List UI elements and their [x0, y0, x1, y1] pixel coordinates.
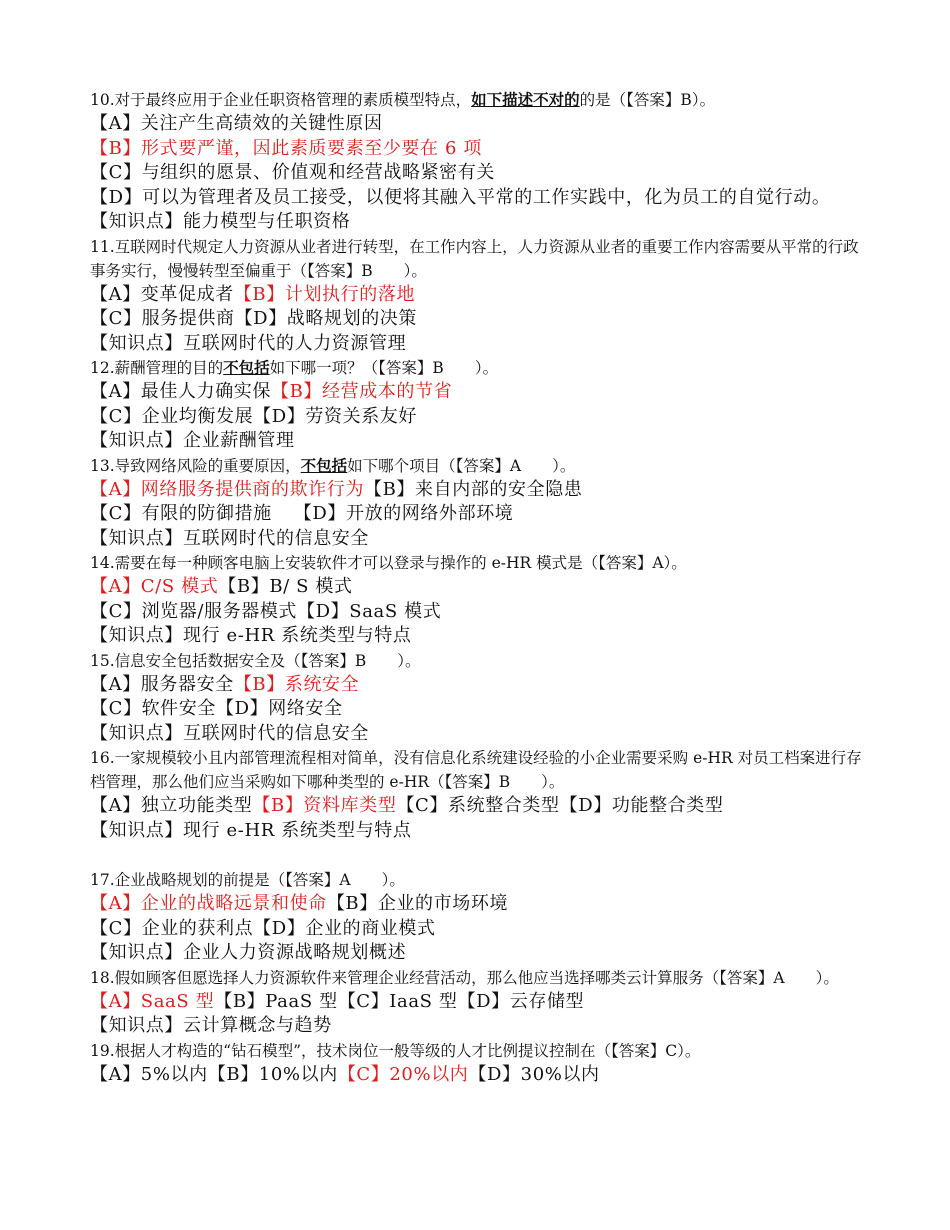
stem-text: 如下哪个项目（【答案】A ）。 — [347, 456, 576, 475]
option-c: 【C】IaaS 型 — [337, 990, 458, 1012]
options-row-1 — [90, 380, 865, 405]
option-d: 【D】可以为管理者及员工接受，以便将其融入平常的工作实践中，化为员工的自觉行动。 — [90, 186, 831, 208]
stem-text: 的是（【答案】B）。 — [579, 91, 716, 109]
knowledge-point: 【知识点】现行 e-HR 系统类型与特点 — [90, 819, 412, 841]
option-c: 【C】企业均衡发展 — [90, 405, 254, 427]
question-13-stem — [90, 454, 865, 478]
option-c: 【C】浏览器/服务器模式 — [90, 600, 298, 622]
option-a: 【A】最佳人力确实保 — [90, 381, 271, 402]
option-c: 【C】与组织的愿景、价值观和经营战略紧密有关 — [90, 162, 495, 183]
options-row-1 — [90, 575, 865, 600]
option-c-correct: 【C】20%以内 — [337, 1063, 469, 1085]
question-15-stem: 15.信息安全包括数据安全及（【答案】B ）。 — [90, 651, 421, 670]
knowledge-point: 【知识点】云计算概念与趋势 — [90, 1015, 332, 1036]
option-d: 【D】开放的网络外部环境 — [293, 503, 514, 524]
knowledge-point: 【知识点】能力模型与任职资格 — [90, 211, 351, 232]
option-a: 【A】关注产生高绩效的关键性原因 — [90, 113, 383, 134]
option-b-correct: 【B】计划执行的落地 — [233, 283, 416, 305]
question-18-stem: 18.假如顾客但愿选择人力资源软件来管理企业经营活动，那么他应当选择哪类云计算服务（【答案】A ）。 — [90, 968, 839, 987]
option-b-correct: 【B】资料库类型 — [252, 795, 397, 816]
options-row-2 — [90, 697, 865, 722]
options-row-1 — [90, 794, 865, 819]
options-row-1 — [90, 990, 865, 1015]
knowledge-point: 【知识点】互联网时代的信息安全 — [90, 722, 369, 744]
question-11-stem: 11.互联网时代规定人力资源从业者进行转型，在工作内容上，人力资源从业者的重要工作内容需要从平常的行政事务实行，慢慢转型至偏重于（【答案】B ）。 — [90, 237, 859, 280]
stem-text: 12.薪酬管理的目的 — [90, 359, 224, 377]
option-d: 【D】劳资关系友好 — [253, 405, 418, 427]
options-row-1 — [90, 1063, 865, 1088]
question-16-stem: 16.一家规模较小且内部管理流程相对简单，没有信息化系统建设经验的小企业需要采购 e-HR 对员工档案进行存档管理，那么他们应当采购如下哪种类型的 e-HR（【答案】B ）。 — [90, 749, 862, 791]
options-row-1 — [90, 892, 865, 917]
knowledge-point: 【知识点】互联网时代的信息安全 — [90, 527, 369, 549]
option-a: 【A】服务器安全 — [90, 673, 234, 695]
option-b: 【B】企业的市场环境 — [326, 893, 509, 914]
question-list — [90, 88, 865, 1087]
option-c: 【C】服务提供商 — [90, 308, 235, 329]
stem-text: 如下哪一项？（【答案】B ）。 — [269, 359, 499, 377]
option-b: 【B】10%以内 — [207, 1063, 338, 1085]
option-d: 【D】功能整合类型 — [559, 795, 724, 816]
options-row-2 — [90, 600, 865, 625]
question-10-stem — [90, 88, 865, 112]
option-a-correct: 【A】企业的战略远景和使命 — [90, 893, 327, 914]
knowledge-point: 【知识点】互联网时代的人力资源管理 — [90, 332, 407, 354]
emphasized-text: 不包括 — [223, 358, 270, 377]
options-row-1 — [90, 478, 865, 503]
option-a-correct: 【A】SaaS 型 — [90, 990, 215, 1012]
question-14-stem: 14.需要在每一种顾客电脑上安装软件才可以登录与操作的 e-HR 模式是（【答案】A）。 — [90, 554, 687, 572]
emphasized-text: 如下描述不对的 — [471, 90, 580, 109]
option-a-correct: 【A】网络服务提供商的欺诈行为 — [90, 478, 364, 500]
option-a: 【A】5%以内 — [90, 1063, 208, 1085]
option-b: 【B】B/ S 模式 — [218, 576, 353, 597]
option-d: 【D】战略规划的决策 — [234, 308, 418, 329]
option-c: 【C】企业的获利点 — [90, 917, 254, 939]
option-a: 【A】变革促成者 — [90, 283, 234, 305]
option-c: 【C】系统整合类型 — [396, 795, 560, 816]
option-d: 【D】30%以内 — [468, 1063, 600, 1085]
option-c: 【C】有限的防御措施 — [90, 503, 272, 524]
blank-line — [90, 843, 865, 868]
option-d: 【D】企业的商业模式 — [253, 917, 436, 939]
option-d: 【D】SaaS 模式 — [297, 600, 442, 622]
options-row-2 — [90, 405, 865, 430]
stem-text: 10.对于最终应用于企业任职资格管理的素质模型特点， — [90, 91, 472, 109]
options-row-2 — [90, 917, 865, 942]
options-row-1 — [90, 283, 865, 308]
question-19-stem: 19.根据人才构造的“钻石模型”，技术岗位一般等级的人才比例提议控制在（【答案】C）。 — [90, 1041, 701, 1060]
emphasized-text: 不包括 — [300, 455, 348, 475]
options-row-1 — [90, 673, 865, 698]
stem-text: 13.导致网络风险的重要原因， — [90, 456, 301, 475]
question-17-stem: 17.企业战略规划的前提是（【答案】A ）。 — [90, 871, 405, 889]
option-c: 【C】软件安全 — [90, 698, 216, 719]
option-d: 【D】网络安全 — [215, 698, 343, 719]
option-b: 【B】来自内部的安全隐患 — [364, 478, 583, 500]
options-row-2 — [90, 502, 865, 527]
knowledge-point: 【知识点】企业人力资源战略规划概述 — [90, 942, 407, 963]
options-row-2 — [90, 307, 865, 332]
option-b-correct: 【B】系统安全 — [233, 673, 360, 695]
option-b-correct: 【B】形式要严谨，因此素质要素至少要在 6 项 — [90, 137, 482, 159]
option-b: 【B】PaaS 型 — [214, 990, 338, 1012]
option-b-correct: 【B】经营成本的节省 — [271, 381, 453, 402]
knowledge-point: 【知识点】企业薪酬管理 — [90, 430, 295, 451]
question-12-stem — [90, 356, 865, 380]
option-a: 【A】独立功能类型 — [90, 795, 253, 816]
option-d: 【D】云存储型 — [457, 990, 585, 1012]
option-a-correct: 【A】C/S 模式 — [90, 576, 219, 597]
knowledge-point: 【知识点】现行 e-HR 系统类型与特点 — [90, 625, 412, 646]
